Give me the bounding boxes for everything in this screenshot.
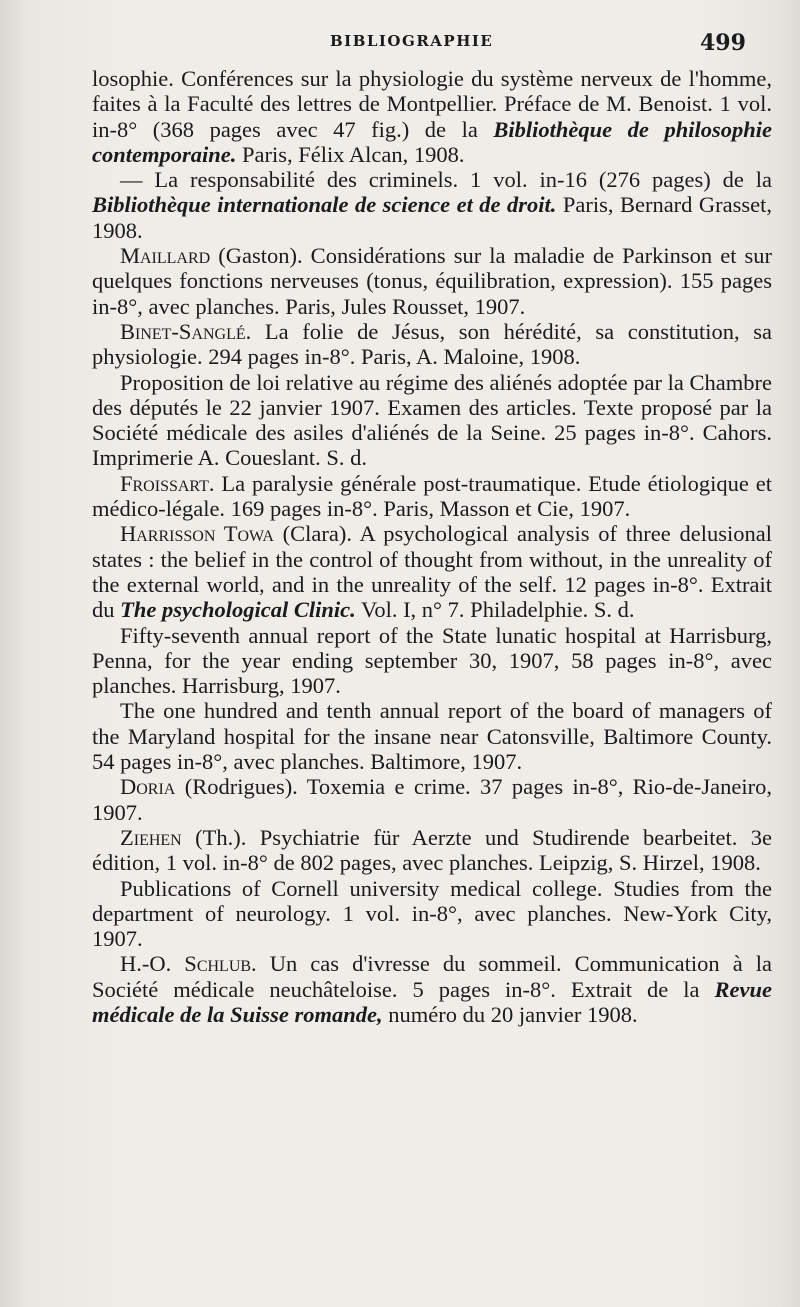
running-header xyxy=(0,30,800,56)
entry-author: Froissart xyxy=(120,470,209,496)
page-number: 499 xyxy=(700,30,746,56)
bibliography-entry: Froissart. La paralysie générale post-traumatique. Etude étiologique et médico-légale. 169 pages in-8°. Paris, Masson et Cie, 1907. xyxy=(92,470,772,522)
bibliography-entry: Fifty-seventh annual report of the State lunatic hospital at Harrisburg, Penna, for the year ending september 30, 1907, 58 pages in-8°, avec planches. Harrisburg, 1907. xyxy=(92,622,772,699)
bibliography-entry: Ziehen (Th.). Psychiatrie für Aerzte und Studirende bearbeitet. 3e édition, 1 vol. in-8° de 802 pages, avec planches. Leipzig, S. Hirzel, 1908. xyxy=(92,824,772,876)
bibliography-entry: Binet-Sanglé. La folie de Jésus, son hérédité, sa constitution, sa physiologie. 294 pages in-8°. Paris, A. Maloine, 1908. xyxy=(92,318,772,370)
bibliography-entry: Maillard (Gaston). Considérations sur la maladie de Parkinson et sur quelques fonctions nerveuses (tonus, équilibration, expression). 155 pages in-8°, avec planches. Paris, Jules Rousset, 1907. xyxy=(92,243,772,319)
entry-author: Doria xyxy=(120,774,176,800)
running-title: BIBLIOGRAPHIE xyxy=(330,32,494,50)
entry-author: Ziehen xyxy=(120,824,182,850)
bibliography-entry: The one hundred and tenth annual report of the board of managers of the Maryland hospital for the insane near Catonsville, Baltimore County. 54 pages in-8°, avec planches. Baltimore, 1907. xyxy=(92,698,772,775)
bibliography-entry: Publications of Cornell university medical college. Studies from the department of neurology. 1 vol. in-8°, avec planches. New-York City, 1907. xyxy=(92,875,772,952)
bibliography-text xyxy=(92,66,772,1027)
bibliography-entry: Harrisson Towa (Clara). A psychological analysis of three delusional states : the belief in the control of thought from without, in the unreality of the external world, and in the unreality of the self. 12 pages in-8°. Extrait du The psychological Clinic. Vol. I, n° 7. Philadelphie. S. d. xyxy=(92,521,772,623)
bibliography-entry: losophie. Conférences sur la physiologie du système nerveux de l'homme, faites à la Faculté des lettres de Montpellier. Préface de M. Benoist. 1 vol. in-8° (368 pages avec 47 fig.) de la Bibliothèque de philosophie contemporaine. Paris, Félix Alcan, 1908. xyxy=(92,66,772,167)
bibliography-entry: H.-O. Schlub. Un cas d'ivresse du sommeil. Communication à la Société médicale neuchâteloise. 5 pages in-8°. Extrait de la Revue médicale de la Suisse romande, numéro du 20 janvier 1908. xyxy=(92,951,772,1027)
entry-author: H.-O. Schlub xyxy=(120,951,252,977)
entry-author: Binet-Sanglé xyxy=(120,318,246,344)
bibliography-entry: Doria (Rodrigues). Toxemia e crime. 37 pages in-8°, Rio-de-Janeiro, 1907. xyxy=(92,774,772,825)
entry-author: Maillard xyxy=(120,243,211,269)
bibliography-entry: — La responsabilité des criminels. 1 vol. in-16 (276 pages) de la Bibliothèque internationale de science et de droit. Paris, Bernard Grasset, 1908. xyxy=(92,167,772,243)
bibliography-entry: Proposition de loi relative au régime des aliénés adoptée par la Chambre des députés le 22 janvier 1907. Examen des articles. Texte proposé par la Société médicale des asiles d'aliénés de la Seine. 25 pages in-8°. Cahors. Imprimerie A. Coueslant. S. d. xyxy=(92,369,772,471)
entry-author: Harrisson Towa xyxy=(120,521,274,547)
